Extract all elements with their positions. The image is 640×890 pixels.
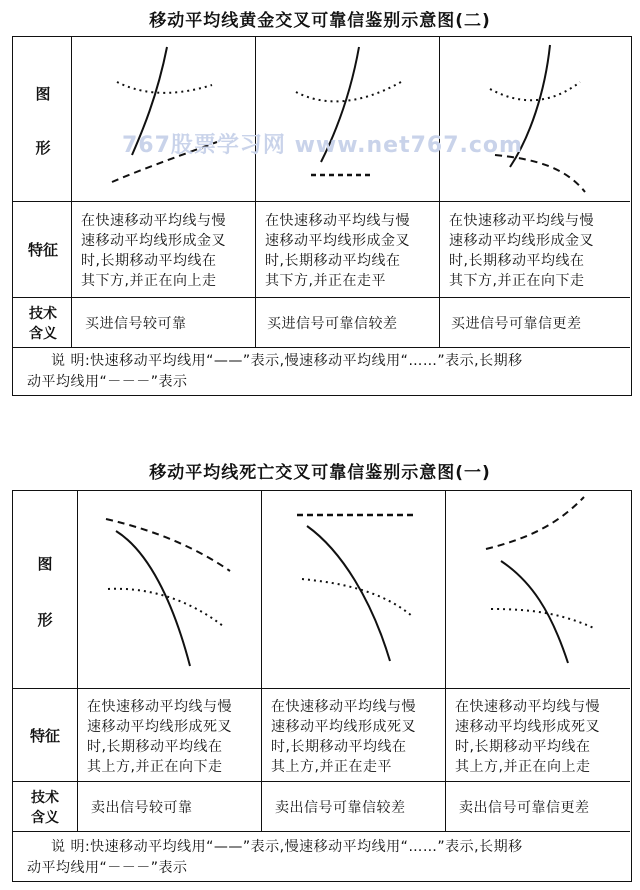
death-cross-shape-3 — [446, 491, 631, 688]
row-label-meaning-2: 含义 — [29, 326, 57, 342]
top-table — [12, 36, 632, 396]
watermark: 767股票学习网 www.net767.com — [122, 133, 523, 158]
row-label-shape-2: 形 — [35, 139, 51, 157]
fast-ma-line — [116, 531, 190, 666]
row-label-feature: 特征 — [27, 241, 58, 259]
row-label-shape-2: 形 — [37, 611, 53, 629]
top-meaning-3: 买进信号可靠信更差 — [451, 316, 582, 332]
slow-ma-line — [490, 82, 580, 100]
bottom-meaning-3: 卖出信号可靠信更差 — [459, 800, 590, 816]
bottom-feature-3: 在快速移动平均线与慢 速移动平均线形成死叉 时,长期移动平均线在 其上方,并正在向上走 — [455, 699, 600, 775]
bottom-title: 移动平均线死亡交叉可靠信鉴别示意图(一) — [149, 463, 491, 483]
long-ma-line — [106, 519, 230, 571]
row-label-meaning-1: 技术 — [29, 306, 57, 322]
bottom-meaning-2: 卖出信号可靠信较差 — [275, 800, 406, 816]
bottom-feature-1: 在快速移动平均线与慢 速移动平均线形成死叉 时,长期移动平均线在 其上方,并正在向下走 — [87, 699, 232, 775]
golden-cross-shape-1 — [72, 37, 255, 201]
top-note: 说 明:快速移动平均线用“——”表示,慢速移动平均线用“……”表示,长期移 动平均线用“－－－”表示 — [27, 353, 523, 390]
golden-cross-shape-2 — [256, 37, 439, 201]
top-meaning-1: 买进信号较可靠 — [85, 316, 187, 332]
fast-ma-line — [307, 526, 390, 661]
top-feature-1: 在快速移动平均线与慢 速移动平均线形成金叉 时,长期移动平均线在 其下方,并正在向上走 — [81, 213, 226, 289]
bottom-feature-2: 在快速移动平均线与慢 速移动平均线形成死叉 时,长期移动平均线在 其上方,并正在走平 — [271, 699, 416, 775]
top-meaning-2: 买进信号可靠信较差 — [267, 316, 398, 332]
death-cross-shape-2 — [262, 491, 445, 688]
row-label-feature: 特征 — [29, 727, 60, 745]
bottom-note: 说 明:快速移动平均线用“——”表示,慢速移动平均线用“……”表示,长期移 动平均线用“－－－”表示 — [27, 839, 523, 876]
top-title: 移动平均线黄金交叉可靠信鉴别示意图(二) — [149, 11, 491, 31]
long-ma-line — [486, 497, 584, 549]
top-feature-3: 在快速移动平均线与慢 速移动平均线形成金叉 时,长期移动平均线在 其下方,并正在向下走 — [449, 213, 594, 289]
death-cross-shape-1 — [78, 491, 261, 688]
row-label-shape-1: 图 — [35, 85, 51, 103]
row-label-shape-1: 图 — [37, 555, 53, 573]
golden-cross-shape-3 — [440, 37, 630, 201]
top-feature-2: 在快速移动平均线与慢 速移动平均线形成金叉 时,长期移动平均线在 其下方,并正在走平 — [265, 213, 410, 289]
bottom-table — [12, 490, 632, 882]
long-ma-line — [495, 155, 585, 192]
slow-ma-line — [117, 82, 212, 93]
bottom-meaning-1: 卖出信号较可靠 — [91, 800, 193, 816]
slow-ma-line — [491, 609, 596, 629]
row-label-meaning-1: 技术 — [31, 790, 59, 806]
row-label-meaning-2: 含义 — [31, 810, 59, 826]
